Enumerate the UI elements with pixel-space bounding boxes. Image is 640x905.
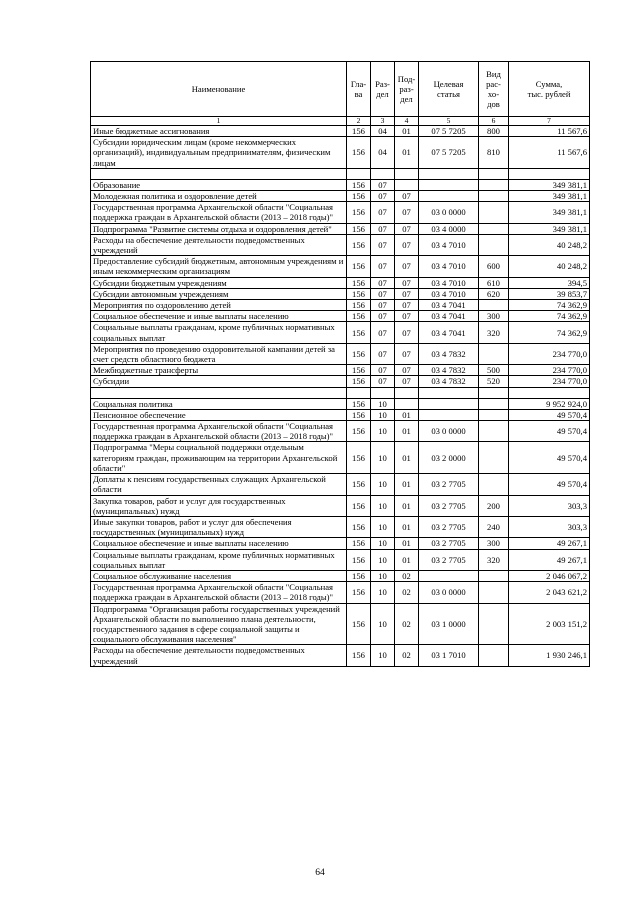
cell-podrazdel: 07 (395, 311, 419, 322)
cell-vid (479, 191, 509, 202)
table-row (91, 474, 590, 495)
cell-summa: 11 567,6 (509, 126, 590, 137)
cell-summa: 49 267,1 (509, 538, 590, 549)
cell-celevaya: 03 0 0000 (419, 202, 479, 223)
cell-summa: 74 362,9 (509, 300, 590, 311)
cell-vid: 610 (479, 277, 509, 288)
empty-cell (395, 387, 419, 398)
cell-name: Субсидии юридическим лицам (кроме некоммерческих организаций), индивидуальным предпринимателям, физическим лицам (91, 137, 347, 169)
cell-podrazdel: 07 (395, 223, 419, 234)
cell-summa: 234 770,0 (509, 343, 590, 364)
cell-podrazdel: 07 (395, 376, 419, 387)
cell-razdel: 10 (371, 516, 395, 537)
cell-glava: 156 (347, 137, 371, 169)
cell-vid (479, 409, 509, 420)
cell-summa: 234 770,0 (509, 376, 590, 387)
cell-glava: 156 (347, 538, 371, 549)
cell-podrazdel (395, 179, 419, 190)
cell-podrazdel: 01 (395, 442, 419, 474)
empty-cell (419, 387, 479, 398)
cell-vid (479, 421, 509, 442)
empty-cell (91, 168, 347, 179)
cell-razdel: 07 (371, 191, 395, 202)
cell-vid (479, 223, 509, 234)
header-vid: Вид рас- хо- дов (479, 62, 509, 117)
cell-glava: 156 (347, 322, 371, 343)
cell-vid: 810 (479, 137, 509, 169)
cell-summa: 2 003 151,2 (509, 603, 590, 645)
cell-summa: 303,3 (509, 516, 590, 537)
column-number-row (91, 117, 590, 126)
cell-celevaya: 03 4 7832 (419, 376, 479, 387)
cell-podrazdel: 01 (395, 495, 419, 516)
cell-podrazdel: 01 (395, 549, 419, 570)
cell-name: Подпрограмма "Развитие системы отдыха и оздоровления детей" (91, 223, 347, 234)
cell-celevaya: 03 4 7041 (419, 300, 479, 311)
cell-glava: 156 (347, 277, 371, 288)
table-row (91, 645, 590, 666)
cell-podrazdel (395, 398, 419, 409)
cell-celevaya: 03 2 7705 (419, 516, 479, 537)
cell-vid: 300 (479, 311, 509, 322)
cell-glava: 156 (347, 191, 371, 202)
cell-glava: 156 (347, 421, 371, 442)
cell-razdel: 07 (371, 311, 395, 322)
cell-celevaya (419, 191, 479, 202)
cell-podrazdel: 07 (395, 343, 419, 364)
cell-podrazdel: 02 (395, 582, 419, 603)
cell-name: Мероприятия по оздоровлению детей (91, 300, 347, 311)
cell-vid: 320 (479, 322, 509, 343)
empty-cell (371, 168, 395, 179)
cell-vid (479, 398, 509, 409)
empty-cell (479, 387, 509, 398)
cell-razdel: 10 (371, 442, 395, 474)
cell-summa: 49 570,4 (509, 474, 590, 495)
cell-podrazdel: 07 (395, 322, 419, 343)
column-number: 2 (347, 117, 371, 126)
cell-vid (479, 179, 509, 190)
cell-podrazdel: 01 (395, 516, 419, 537)
empty-cell (395, 168, 419, 179)
cell-celevaya: 03 2 7705 (419, 474, 479, 495)
cell-glava: 156 (347, 126, 371, 137)
cell-vid: 520 (479, 376, 509, 387)
table-row (91, 570, 590, 581)
cell-celevaya (419, 179, 479, 190)
cell-glava: 156 (347, 549, 371, 570)
cell-name: Предоставление субсидий бюджетным, автономным учреждениям и иным некоммерческим организациям (91, 256, 347, 277)
table-row (91, 365, 590, 376)
cell-name: Доплаты к пенсиям государственных служащих Архангельской области (91, 474, 347, 495)
page-number: 64 (315, 868, 325, 878)
cell-summa: 2 043 621,2 (509, 582, 590, 603)
cell-name: Субсидии бюджетным учреждениям (91, 277, 347, 288)
empty-cell (419, 168, 479, 179)
cell-glava: 156 (347, 300, 371, 311)
cell-vid (479, 603, 509, 645)
cell-summa: 349 381,1 (509, 179, 590, 190)
table-body (91, 126, 590, 667)
table-row (91, 137, 590, 169)
cell-celevaya: 03 4 7010 (419, 288, 479, 299)
cell-celevaya: 07 5 7205 (419, 137, 479, 169)
cell-razdel: 07 (371, 223, 395, 234)
cell-podrazdel: 07 (395, 288, 419, 299)
cell-vid (479, 582, 509, 603)
cell-celevaya: 03 4 7832 (419, 365, 479, 376)
cell-razdel: 07 (371, 343, 395, 364)
empty-cell (91, 387, 347, 398)
column-number: 7 (509, 117, 590, 126)
table-spacer-row (91, 168, 590, 179)
table-row (91, 603, 590, 645)
cell-vid (479, 645, 509, 666)
cell-name: Субсидии (91, 376, 347, 387)
cell-summa: 74 362,9 (509, 311, 590, 322)
cell-celevaya (419, 570, 479, 581)
cell-celevaya: 03 4 7010 (419, 234, 479, 255)
cell-razdel: 07 (371, 234, 395, 255)
cell-razdel: 10 (371, 603, 395, 645)
table-row (91, 300, 590, 311)
cell-vid (479, 343, 509, 364)
cell-name: Социальное обслуживание населения (91, 570, 347, 581)
cell-vid (479, 442, 509, 474)
header-razdel: Раз- дел (371, 62, 395, 117)
cell-summa: 1 930 246,1 (509, 645, 590, 666)
cell-name: Межбюджетные трансферты (91, 365, 347, 376)
cell-glava: 156 (347, 409, 371, 420)
cell-razdel: 10 (371, 570, 395, 581)
cell-razdel: 10 (371, 409, 395, 420)
header-podrazdel: Под- раз- дел (395, 62, 419, 117)
table-row (91, 179, 590, 190)
cell-podrazdel: 07 (395, 277, 419, 288)
cell-vid: 500 (479, 365, 509, 376)
cell-celevaya (419, 409, 479, 420)
cell-vid: 620 (479, 288, 509, 299)
cell-glava: 156 (347, 603, 371, 645)
column-number: 3 (371, 117, 395, 126)
table-row (91, 322, 590, 343)
cell-razdel: 07 (371, 256, 395, 277)
cell-razdel: 07 (371, 300, 395, 311)
cell-name: Иные бюджетные ассигнования (91, 126, 347, 137)
cell-name: Государственная программа Архангельской области "Социальная поддержка граждан в Архангельской области (2013 – 2018 годы)" (91, 421, 347, 442)
table-row (91, 191, 590, 202)
cell-name: Государственная программа Архангельской области "Социальная поддержка граждан в Архангельской области (2013 – 2018 годы)" (91, 582, 347, 603)
empty-cell (509, 387, 590, 398)
cell-summa: 303,3 (509, 495, 590, 516)
cell-podrazdel: 07 (395, 300, 419, 311)
cell-summa: 40 248,2 (509, 256, 590, 277)
empty-cell (347, 387, 371, 398)
cell-glava: 156 (347, 365, 371, 376)
empty-cell (509, 168, 590, 179)
cell-name: Молодежная политика и оздоровление детей (91, 191, 347, 202)
cell-razdel: 10 (371, 495, 395, 516)
cell-name: Социальные выплаты гражданам, кроме публичных нормативных социальных выплат (91, 549, 347, 570)
cell-summa: 49 570,4 (509, 442, 590, 474)
budget-table (90, 61, 590, 667)
table-row (91, 516, 590, 537)
column-number: 4 (395, 117, 419, 126)
empty-cell (347, 168, 371, 179)
table-row (91, 582, 590, 603)
table-row (91, 398, 590, 409)
cell-celevaya: 03 1 0000 (419, 603, 479, 645)
cell-celevaya: 03 4 7010 (419, 277, 479, 288)
table-header-row (91, 62, 590, 117)
cell-podrazdel: 01 (395, 421, 419, 442)
cell-glava: 156 (347, 582, 371, 603)
cell-razdel: 07 (371, 376, 395, 387)
cell-razdel: 10 (371, 549, 395, 570)
cell-razdel: 07 (371, 365, 395, 376)
cell-summa: 349 381,1 (509, 202, 590, 223)
cell-glava: 156 (347, 474, 371, 495)
cell-name: Подпрограмма "Организация работы государственных учреждений Архангельской области по выполнению плана деятельности, государственного задания в сфере социальной защиты и социального обслуживания населения" (91, 603, 347, 645)
cell-razdel: 04 (371, 126, 395, 137)
table-row (91, 202, 590, 223)
cell-razdel: 10 (371, 538, 395, 549)
cell-glava: 156 (347, 645, 371, 666)
cell-glava: 156 (347, 343, 371, 364)
cell-name: Подпрограмма "Меры социальной поддержки отдельным категориям граждан, проживающим на территории Архангельской области" (91, 442, 347, 474)
cell-glava: 156 (347, 442, 371, 474)
cell-vid (479, 202, 509, 223)
table-row (91, 549, 590, 570)
empty-cell (479, 168, 509, 179)
cell-podrazdel: 07 (395, 365, 419, 376)
table-row (91, 288, 590, 299)
cell-celevaya: 03 0 0000 (419, 421, 479, 442)
cell-glava: 156 (347, 516, 371, 537)
cell-name: Расходы на обеспечение деятельности подведомственных учреждений (91, 234, 347, 255)
cell-vid (479, 474, 509, 495)
cell-podrazdel: 01 (395, 409, 419, 420)
cell-summa: 349 381,1 (509, 191, 590, 202)
cell-summa: 49 267,1 (509, 549, 590, 570)
cell-summa: 74 362,9 (509, 322, 590, 343)
cell-summa: 9 952 924,0 (509, 398, 590, 409)
empty-cell (371, 387, 395, 398)
cell-razdel: 10 (371, 474, 395, 495)
cell-podrazdel: 02 (395, 603, 419, 645)
cell-podrazdel: 02 (395, 645, 419, 666)
cell-name: Пенсионное обеспечение (91, 409, 347, 420)
cell-name: Социальное обеспечение и иные выплаты населению (91, 538, 347, 549)
cell-glava: 156 (347, 311, 371, 322)
table-row (91, 223, 590, 234)
cell-vid: 240 (479, 516, 509, 537)
header-glava: Гла- ва (347, 62, 371, 117)
cell-summa: 40 248,2 (509, 234, 590, 255)
cell-celevaya: 03 2 7705 (419, 538, 479, 549)
table-row (91, 538, 590, 549)
cell-summa: 394,5 (509, 277, 590, 288)
cell-podrazdel: 02 (395, 570, 419, 581)
cell-glava: 156 (347, 234, 371, 255)
cell-podrazdel: 01 (395, 126, 419, 137)
cell-celevaya: 03 0 0000 (419, 582, 479, 603)
cell-razdel: 07 (371, 202, 395, 223)
table-row (91, 421, 590, 442)
cell-name: Социальные выплаты гражданам, кроме публичных нормативных социальных выплат (91, 322, 347, 343)
cell-vid: 320 (479, 549, 509, 570)
cell-razdel: 10 (371, 645, 395, 666)
column-number: 5 (419, 117, 479, 126)
cell-glava: 156 (347, 288, 371, 299)
cell-vid: 800 (479, 126, 509, 137)
table-row (91, 409, 590, 420)
table-row (91, 311, 590, 322)
column-number: 6 (479, 117, 509, 126)
cell-celevaya: 03 2 0000 (419, 442, 479, 474)
cell-celevaya: 03 4 7041 (419, 311, 479, 322)
cell-razdel: 10 (371, 582, 395, 603)
cell-celevaya: 07 5 7205 (419, 126, 479, 137)
cell-summa: 11 567,6 (509, 137, 590, 169)
table-row (91, 495, 590, 516)
cell-podrazdel: 07 (395, 256, 419, 277)
cell-summa: 49 570,4 (509, 409, 590, 420)
cell-celevaya: 03 4 7010 (419, 256, 479, 277)
cell-podrazdel: 01 (395, 538, 419, 549)
table-row (91, 277, 590, 288)
cell-razdel: 07 (371, 277, 395, 288)
cell-glava: 156 (347, 495, 371, 516)
cell-glava: 156 (347, 570, 371, 581)
cell-glava: 156 (347, 223, 371, 234)
cell-celevaya: 03 4 7041 (419, 322, 479, 343)
table-row (91, 234, 590, 255)
cell-glava: 156 (347, 398, 371, 409)
cell-summa: 39 853,7 (509, 288, 590, 299)
cell-summa: 49 570,4 (509, 421, 590, 442)
cell-name: Мероприятия по проведению оздоровительной кампании детей за счет средств областного бюджета (91, 343, 347, 364)
cell-name: Образование (91, 179, 347, 190)
column-number: 1 (91, 117, 347, 126)
cell-podrazdel: 07 (395, 191, 419, 202)
cell-name: Социальное обеспечение и иные выплаты населению (91, 311, 347, 322)
cell-name: Расходы на обеспечение деятельности подведомственных учреждений (91, 645, 347, 666)
table-row (91, 256, 590, 277)
cell-celevaya (419, 398, 479, 409)
cell-razdel: 10 (371, 398, 395, 409)
table-row (91, 376, 590, 387)
cell-name: Закупка товаров, работ и услуг для государственных (муниципальных) нужд (91, 495, 347, 516)
cell-podrazdel: 01 (395, 474, 419, 495)
cell-glava: 156 (347, 376, 371, 387)
cell-razdel: 07 (371, 179, 395, 190)
cell-celevaya: 03 4 7832 (419, 343, 479, 364)
table-row (91, 442, 590, 474)
cell-razdel: 07 (371, 322, 395, 343)
cell-vid: 600 (479, 256, 509, 277)
header-celevaya: Целевая статья (419, 62, 479, 117)
cell-celevaya: 03 2 7705 (419, 495, 479, 516)
cell-name: Социальная политика (91, 398, 347, 409)
cell-razdel: 07 (371, 288, 395, 299)
cell-vid: 200 (479, 495, 509, 516)
cell-razdel: 04 (371, 137, 395, 169)
header-name: Наименование (91, 62, 347, 117)
cell-podrazdel: 01 (395, 137, 419, 169)
table-row (91, 126, 590, 137)
cell-name: Иные закупки товаров, работ и услуг для обеспечения государственных (муниципальных) нужд (91, 516, 347, 537)
cell-vid: 300 (479, 538, 509, 549)
header-summa: Сумма, тыс. рублей (509, 62, 590, 117)
cell-celevaya: 03 2 7705 (419, 549, 479, 570)
cell-name: Субсидии автономным учреждениям (91, 288, 347, 299)
cell-glava: 156 (347, 202, 371, 223)
cell-glava: 156 (347, 256, 371, 277)
cell-razdel: 10 (371, 421, 395, 442)
cell-summa: 2 046 067,2 (509, 570, 590, 581)
cell-summa: 234 770,0 (509, 365, 590, 376)
cell-vid (479, 234, 509, 255)
cell-celevaya: 03 4 0000 (419, 223, 479, 234)
cell-vid (479, 300, 509, 311)
cell-podrazdel: 07 (395, 202, 419, 223)
cell-glava: 156 (347, 179, 371, 190)
table-row (91, 343, 590, 364)
cell-vid (479, 570, 509, 581)
cell-podrazdel: 07 (395, 234, 419, 255)
cell-summa: 349 381,1 (509, 223, 590, 234)
cell-celevaya: 03 1 7010 (419, 645, 479, 666)
cell-name: Государственная программа Архангельской области "Социальная поддержка граждан в Архангельской области (2013 – 2018 годы)" (91, 202, 347, 223)
table-spacer-row (91, 387, 590, 398)
